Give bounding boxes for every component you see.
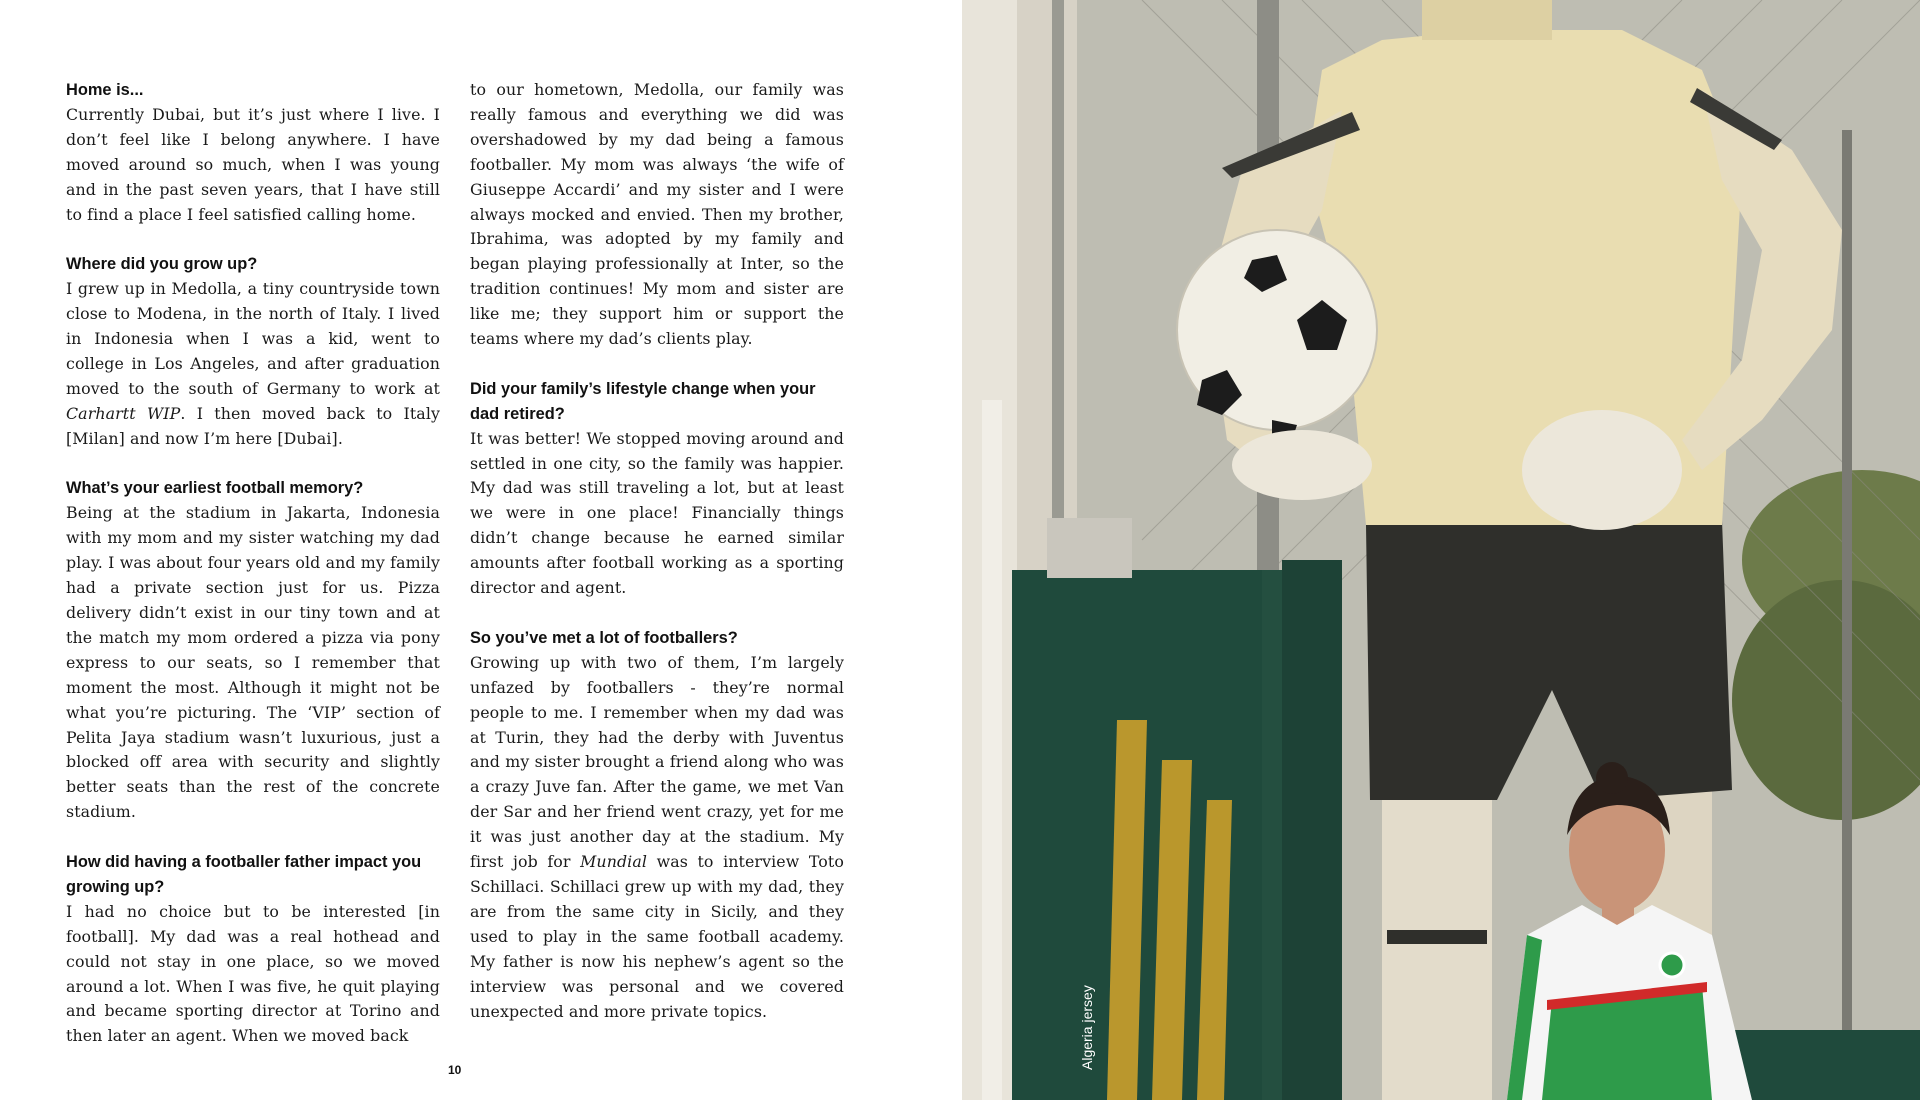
- page-number: 10: [448, 1063, 462, 1077]
- photo-illustration: [962, 0, 1920, 1100]
- photo-footballer-statue: [962, 0, 1920, 1100]
- question-home: Home is...: [66, 81, 144, 99]
- answer-footballers: Growing up with two of them, I’m largely unfazed by footballers - they’re normal people to me. I remember when my dad was at Turin, they had the derby with Juventus and my sister brought a friend along who was a crazy Juve fan. After the game, we met Van der Sar and her friend went crazy, yet for me it was just another day at the stadium. My first job for Mundial was to interview Toto Schillaci. Schillaci grew up with my dad, they are from the same city in Sicily, and they used to play in the same football academy. My father is now his nephew’s agent so the interview was personal and we covered unexpected and more private topics.: [470, 652, 844, 1021]
- question-father-impact: How did having a footballer father impact you growing up?: [66, 853, 422, 896]
- answer-football-memory: Being at the stadium in Jakarta, Indonesia with my mom and my sister watching my dad play. I was about four years old and my family had a private section just for us. Pizza delivery didn’t exist in our tiny town and at the match my mom ordered a pizza via pony express to our seats, so I remember that moment the most. Although it might not be what you’re picturing. The ‘VIP’ section of Pelita Jaya stadium wasn’t luxurious, just a blocked off area with security and slightly better seats than the rest of the concrete stadium.: [66, 503, 440, 822]
- text-column-1: [66, 78, 440, 1049]
- question-footballers: So you’ve met a lot of footballers?: [470, 628, 738, 647]
- question-lifestyle-change: Did your family’s lifestyle change when your dad retired?: [470, 379, 816, 423]
- answer-grow-up: I grew up in Medolla, a tiny countryside town close to Modena, in the north of Italy. I lived in Indonesia when I was a kid, went to college in Los Angeles, and after graduation moved to the south of Germany to work at Carhartt WIP. I then moved back to Italy [Milan] and now I’m here [Dubai].: [66, 279, 440, 448]
- answer-father-impact: I had no choice but to be interested [in football]. My dad was a real hothead and could not stay in one place, so we moved around a lot. When I was five, he quit playing and became sporting director at Torino and then later an agent. When we moved back: [66, 901, 440, 1046]
- question-football-memory: What’s your earliest football memory?: [66, 479, 364, 498]
- answer-home: Currently Dubai, but it’s just where I live. I don’t feel like I belong anywhere. I have moved around so much, when I was young and in the past seven years, that I have still to find a place I feel satisfied calling home.: [66, 104, 440, 224]
- answer-father-impact-continued: to our hometown, Medolla, our family was really famous and everything we did was overshadowed by my dad being a famous footballer. My mom was always ‘the wife of Giuseppe Accardi’ and my sister and I were always mocked and envied. Then my brother, Ibrahima, was adopted by my family and began playing professionally at Inter, so the tradition continues! My mom and sister are like me; they support him or support the teams where my dad’s clients play.: [470, 80, 844, 349]
- text-column-2: [470, 78, 844, 1024]
- answer-lifestyle-change: It was better! We stopped moving around and settled in one city, so the family was happier. My dad was still traveling a lot, but at least we were in one place! Financially things didn’t change because he earned similar amounts after football working as a sporting director and agent.: [470, 428, 844, 598]
- photo-caption: Algeria jersey: [1079, 985, 1095, 1070]
- question-grow-up: Where did you grow up?: [66, 255, 258, 274]
